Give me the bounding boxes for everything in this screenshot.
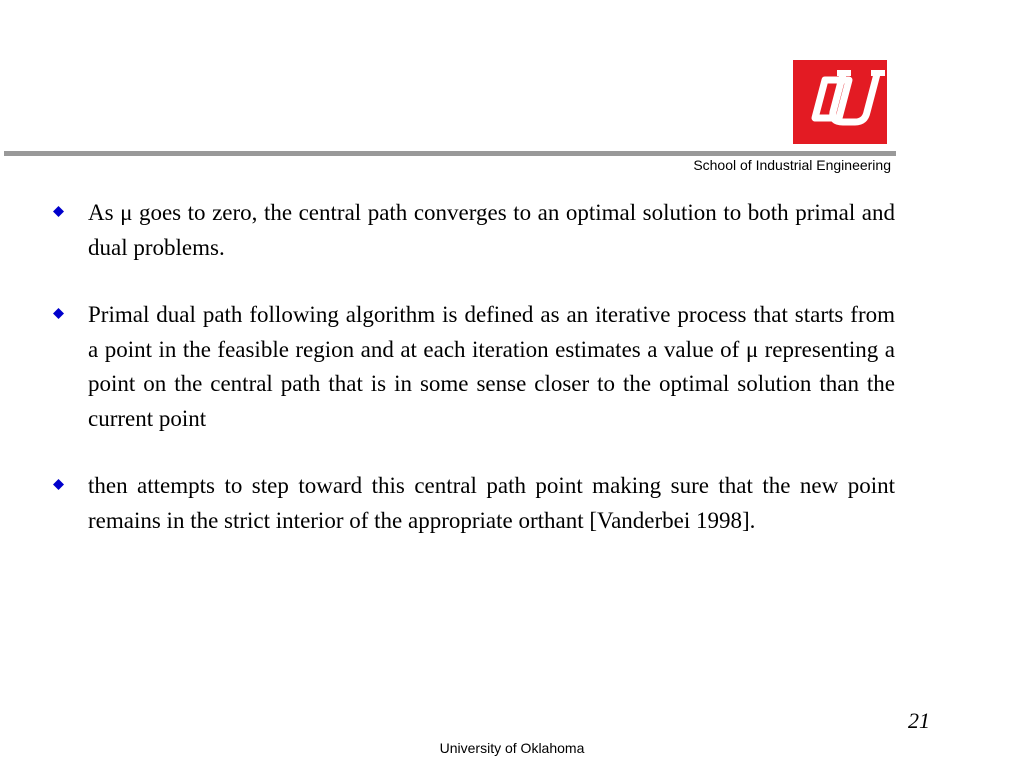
bullet-item <box>50 196 895 265</box>
bullet-text: Primal dual path following algorithm is defined as an iterative process that starts from a point in the feasible region and at each iteration estimates a value of μ representing a point on the central path that is in some sense closer to the optimal solution than the current point <box>88 302 895 431</box>
university-logo <box>793 60 887 144</box>
diamond-bullet-icon <box>53 308 64 319</box>
header-divider <box>4 151 896 156</box>
bullet-list <box>50 196 895 571</box>
footer-university: University of Oklahoma <box>439 740 585 756</box>
bullet-item <box>50 469 895 538</box>
diamond-bullet-icon <box>53 479 64 490</box>
diamond-bullet-icon <box>53 206 64 217</box>
ou-logo-icon <box>793 60 887 144</box>
school-name: School of Industrial Engineering <box>693 157 891 173</box>
page-number: 21 <box>908 708 930 733</box>
bullet-text: As μ goes to zero, the central path converges to an optimal solution to both primal and dual problems. <box>88 200 895 260</box>
bullet-text: then attempts to step toward this central path point making sure that the new point remains in the strict interior of the appropriate orthant [Vanderbei 1998]. <box>88 473 895 533</box>
bullet-item <box>50 298 895 436</box>
